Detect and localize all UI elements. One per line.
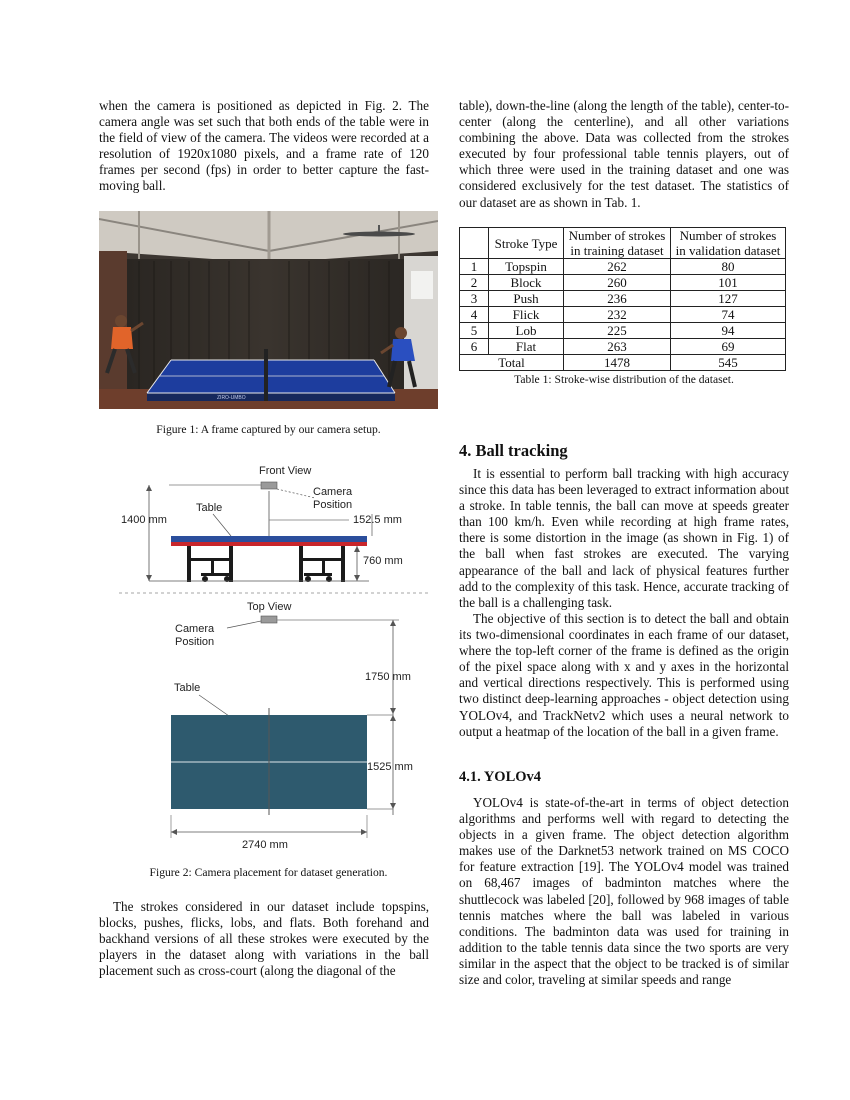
section-paragraph-1: It is essential to perform ball tracking with high accuracy since this data has been leveraged to extract information about a stroke. In table tennis, the ball can move at speeds greater than 100 km/h. Even while recording at high frame rates, there is some distortion in the image (as shown in Fig. 1) of the ball when fast strokes are executed. The varying appearance of the ball and lack of physical features further add to the complexity of this task. Hence, accurate tracking of the ball is a challenging task. — [459, 466, 789, 610]
table-total-label: Total — [460, 355, 564, 371]
table-cell: 262 — [564, 259, 671, 275]
table-cell: 232 — [564, 307, 671, 323]
dim-2740-label: 2740 mm — [242, 839, 288, 851]
table-caption: Table 1: Stroke-wise distribution of the dataset. — [514, 373, 734, 386]
left-column — [99, 98, 429, 998]
table-total-row — [460, 355, 786, 371]
table-cell: 69 — [671, 339, 786, 355]
table-cell: 5 — [460, 323, 489, 339]
section-paragraph-2: The objective of this section is to detect the ball and obtain its two-dimensional coordinates in each frame of our dataset, where the top-left corner of the frame is defined as the origin of the pixel space along with x and y axes in the horizontal and vertical directions respectively. This is performed using two distinct deep-learning approaches - object detection using YOLOv4, and TrackNetv2 which uses a neural network to output a heatmap of the location of the ball in a given frame. — [459, 611, 789, 739]
table-row — [460, 307, 786, 323]
table-label-front: Table — [196, 502, 223, 514]
stats-table — [459, 227, 786, 371]
table-header-training: Number of strokes in training dataset — [564, 228, 671, 259]
subsection-title: 4.1. YOLOv4 — [459, 769, 542, 785]
table-cell: 3 — [460, 291, 489, 307]
top-view-title: Top View — [247, 601, 292, 613]
table-cell: 236 — [564, 291, 671, 307]
stats-table-wrapper — [459, 227, 789, 387]
figure-1-caption: Figure 1: A frame captured by our camera setup. — [156, 423, 381, 436]
dim-1750-label: 1750 mm — [365, 671, 411, 683]
right-paragraph-1: table), down-the-line (along the length of the table), center-to-center (along the centerline), and all other variations combining the above. Data was collected from the strokes executed by four professional table tennis players, out of which three were used in the training dataset and one was considered exclusively for the test dataset. The statistics of our dataset are as shown in Tab. 1. — [459, 98, 789, 210]
table-cell: 101 — [671, 275, 786, 291]
table-cell: Flat — [489, 339, 564, 355]
table-header-row — [460, 228, 786, 259]
table-header-stroke-type: Stroke Type — [489, 228, 564, 259]
table-row — [460, 339, 786, 355]
camera-label-top-2: Position — [175, 636, 215, 648]
dim-760-label: 760 mm — [363, 555, 403, 567]
camera-label-front-2: Position — [313, 499, 353, 511]
left-paragraph-2: The strokes considered in our dataset include topspins, blocks, pushes, flicks, lobs, and flats. Both forehand and backhand versions of all these strokes were executed by the players in the dataset along with variations in the ball placement such as cross-court (along the diagonal of the — [99, 899, 429, 979]
table-label-top: Table — [174, 682, 201, 694]
table-cell: 74 — [671, 307, 786, 323]
front-view-title: Front View — [259, 465, 312, 477]
table-row — [460, 323, 786, 339]
table-cell: 6 — [460, 339, 489, 355]
camera-label-front-1: Camera — [313, 486, 353, 498]
figure-1-photo — [99, 211, 438, 409]
right-column — [459, 98, 789, 998]
dim-1400-label: 1400 mm — [121, 514, 167, 526]
table-cell: Lob — [489, 323, 564, 339]
table-cell: 127 — [671, 291, 786, 307]
table-brand-text: ZIRO-UMBO — [217, 395, 246, 401]
table-cell: 260 — [564, 275, 671, 291]
table-cell: Push — [489, 291, 564, 307]
table-cell: 2 — [460, 275, 489, 291]
table-cell: 225 — [564, 323, 671, 339]
table-cell: Topspin — [489, 259, 564, 275]
table-cell: 4 — [460, 307, 489, 323]
figure-2-caption: Figure 2: Camera placement for dataset generation. — [149, 866, 388, 879]
table-row — [460, 259, 786, 275]
table-header-validation: Number of strokes in validation dataset — [671, 228, 786, 259]
table-cell: 94 — [671, 323, 786, 339]
table-cell: Flick — [489, 307, 564, 323]
table-header-index — [460, 228, 489, 259]
table-row — [460, 275, 786, 291]
table-cell: Block — [489, 275, 564, 291]
table-total-validation: 545 — [671, 355, 786, 371]
camera-label-top-1: Camera — [175, 623, 215, 635]
table-cell: 1 — [460, 259, 489, 275]
dim-1525b-label: 1525 mm — [367, 761, 413, 773]
figure-2-diagram — [119, 458, 429, 858]
subsection-paragraph-1: YOLOv4 is state-of-the-art in terms of object detection algorithms and performs well with regard to detecting the objects in a given frame. The object detection algorithm makes use of the Darknet53 network trained on MS COCO for feature extraction [19]. The YOLOv4 model was trained on 68,467 images of badminton matches where the shuttlecock was labeled [20], followed by 968 images of table tennis matches where the ball was labeled in various conditions. The badminton data was used for training in addition to the table tennis data since the two sports are very similar in the aspect that the object to be tracked is of similar size and color, traveling at similar speeds and range — [459, 795, 789, 988]
left-paragraph-1: when the camera is positioned as depicted in Fig. 2. The camera angle was set such that both ends of the table were in the field of view of the camera. The videos were recorded at a resolution of 1920x1080 pixels, and a frame rate of 120 frames per second (fps) in order to better capture the fast-moving ball. — [99, 98, 429, 194]
table-row — [460, 291, 786, 307]
table-total-training: 1478 — [564, 355, 671, 371]
table-cell: 263 — [564, 339, 671, 355]
table-cell: 80 — [671, 259, 786, 275]
dim-152-label: 152.5 mm — [353, 514, 402, 526]
section-title: 4. Ball tracking — [459, 441, 568, 460]
